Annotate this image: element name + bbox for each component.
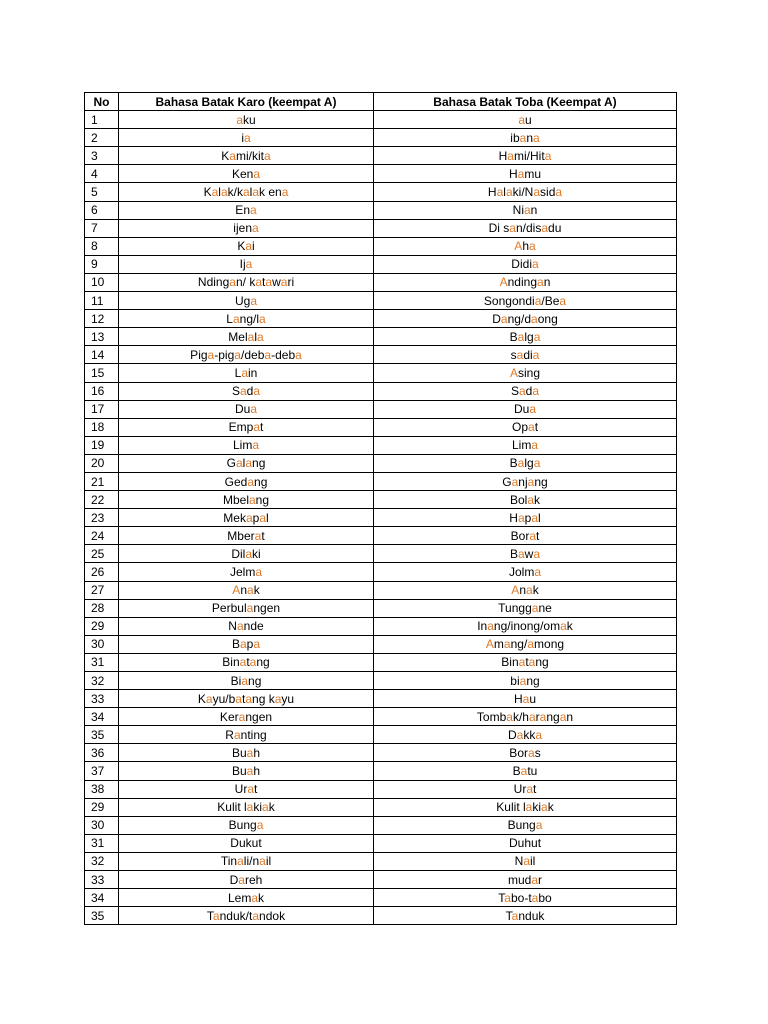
table-row [85, 454, 677, 472]
toba-word: Bolak [374, 491, 677, 509]
table-row [85, 273, 677, 291]
toba-word: Batu [374, 762, 677, 780]
karo-word: Melala [119, 328, 374, 346]
toba-word: Tabo-tabo [374, 889, 677, 907]
table-row [85, 834, 677, 852]
row-number: 31 [85, 834, 119, 852]
toba-word: au [374, 111, 677, 129]
row-number: 35 [85, 907, 119, 925]
row-number: 36 [85, 744, 119, 762]
toba-word: Dua [374, 400, 677, 418]
karo-word: ia [119, 129, 374, 147]
row-number: 22 [85, 491, 119, 509]
table-row [85, 690, 677, 708]
row-number: 26 [85, 563, 119, 581]
vocabulary-table [84, 92, 677, 925]
row-number: 6 [85, 201, 119, 219]
header-toba: Bahasa Batak Toba (Keempat A) [374, 93, 677, 111]
karo-word: Bunga [119, 816, 374, 834]
toba-word: Hamu [374, 165, 677, 183]
toba-word: Andingan [374, 273, 677, 291]
table-row [85, 798, 677, 816]
row-number: 34 [85, 708, 119, 726]
toba-word: Sada [374, 382, 677, 400]
table-row [85, 762, 677, 780]
table-row [85, 183, 677, 201]
table-row [85, 436, 677, 454]
toba-word: Tunggane [374, 599, 677, 617]
table-row [85, 581, 677, 599]
table-row [85, 672, 677, 690]
karo-word: Dua [119, 400, 374, 418]
karo-word: Dukut [119, 834, 374, 852]
table-row [85, 111, 677, 129]
table-row [85, 328, 677, 346]
karo-word: Galang [119, 454, 374, 472]
row-number: 28 [85, 599, 119, 617]
header-karo: Bahasa Batak Karo (keempat A) [119, 93, 374, 111]
header-no: No [85, 93, 119, 111]
table-row [85, 165, 677, 183]
row-number: 21 [85, 472, 119, 490]
toba-word: Di san/disadu [374, 219, 677, 237]
karo-word: Biang [119, 672, 374, 690]
toba-word: Nail [374, 852, 677, 870]
row-number: 4 [85, 165, 119, 183]
karo-word: Kalak/kalak ena [119, 183, 374, 201]
row-number: 38 [85, 780, 119, 798]
row-number: 29 [85, 617, 119, 635]
toba-word: Balga [374, 328, 677, 346]
row-number: 32 [85, 672, 119, 690]
karo-word: Kena [119, 165, 374, 183]
table-row [85, 400, 677, 418]
table-row [85, 201, 677, 219]
karo-word: ijena [119, 219, 374, 237]
table-row [85, 907, 677, 925]
row-number: 13 [85, 328, 119, 346]
toba-word: Kulit lakiak [374, 798, 677, 816]
table-body [85, 111, 677, 925]
toba-word: Bunga [374, 816, 677, 834]
row-number: 5 [85, 183, 119, 201]
karo-word: Ranting [119, 726, 374, 744]
row-number: 1 [85, 111, 119, 129]
karo-word: Binatang [119, 653, 374, 671]
row-number: 10 [85, 273, 119, 291]
row-number: 15 [85, 364, 119, 382]
karo-word: Kai [119, 237, 374, 255]
toba-word: sadia [374, 346, 677, 364]
toba-word: Aha [374, 237, 677, 255]
table-row [85, 889, 677, 907]
karo-word: aku [119, 111, 374, 129]
karo-word: Dareh [119, 871, 374, 889]
toba-word: Tanduk [374, 907, 677, 925]
table-row [85, 147, 677, 165]
toba-word: biang [374, 672, 677, 690]
row-number: 33 [85, 871, 119, 889]
row-number: 29 [85, 798, 119, 816]
row-number: 33 [85, 690, 119, 708]
table-row [85, 617, 677, 635]
karo-word: Anak [119, 581, 374, 599]
karo-word: Buah [119, 762, 374, 780]
toba-word: Boras [374, 744, 677, 762]
toba-word: Opat [374, 418, 677, 436]
row-number: 3 [85, 147, 119, 165]
table-row [85, 491, 677, 509]
karo-word: Sada [119, 382, 374, 400]
row-number: 8 [85, 237, 119, 255]
table-row [85, 527, 677, 545]
row-number: 11 [85, 292, 119, 310]
table-row [85, 346, 677, 364]
toba-word: Bawa [374, 545, 677, 563]
row-number: 12 [85, 310, 119, 328]
row-number: 16 [85, 382, 119, 400]
table-row [85, 816, 677, 834]
table-row [85, 310, 677, 328]
karo-word: Mekapal [119, 509, 374, 527]
toba-word: Hapal [374, 509, 677, 527]
row-number: 19 [85, 436, 119, 454]
row-number: 7 [85, 219, 119, 237]
row-number: 25 [85, 545, 119, 563]
table-row [85, 472, 677, 490]
row-number: 2 [85, 129, 119, 147]
table-row [85, 744, 677, 762]
row-number: 30 [85, 816, 119, 834]
toba-word: Halaki/Nasida [374, 183, 677, 201]
table-row [85, 255, 677, 273]
toba-word: Balga [374, 454, 677, 472]
table-row [85, 726, 677, 744]
row-number: 37 [85, 762, 119, 780]
toba-word: ibana [374, 129, 677, 147]
toba-word: Inang/inong/omak [374, 617, 677, 635]
toba-word: Lima [374, 436, 677, 454]
table-row [85, 364, 677, 382]
row-number: 32 [85, 852, 119, 870]
karo-word: Empat [119, 418, 374, 436]
toba-word: Borat [374, 527, 677, 545]
row-number: 31 [85, 653, 119, 671]
karo-word: Lang/la [119, 310, 374, 328]
table-header-row [85, 93, 677, 111]
toba-word: Dakka [374, 726, 677, 744]
table-row [85, 382, 677, 400]
karo-word: Lain [119, 364, 374, 382]
table-row [85, 418, 677, 436]
karo-word: Piga-piga/deba-deba [119, 346, 374, 364]
toba-word: Binatang [374, 653, 677, 671]
toba-word: Didia [374, 255, 677, 273]
karo-word: Perbulangen [119, 599, 374, 617]
toba-word: Anak [374, 581, 677, 599]
table-row [85, 509, 677, 527]
table-row [85, 292, 677, 310]
karo-word: Kulit lakiak [119, 798, 374, 816]
table-row [85, 545, 677, 563]
toba-word: Hami/Hita [374, 147, 677, 165]
row-number: 14 [85, 346, 119, 364]
toba-word: Tombak/harangan [374, 708, 677, 726]
karo-word: Urat [119, 780, 374, 798]
toba-word: Jolma [374, 563, 677, 581]
row-number: 18 [85, 418, 119, 436]
toba-word: Songondia/Bea [374, 292, 677, 310]
karo-word: Dilaki [119, 545, 374, 563]
karo-word: Tanduk/tandok [119, 907, 374, 925]
karo-word: Nande [119, 617, 374, 635]
karo-word: Ndingan/ katawari [119, 273, 374, 291]
row-number: 24 [85, 527, 119, 545]
table-row [85, 219, 677, 237]
row-number: 30 [85, 635, 119, 653]
row-number: 35 [85, 726, 119, 744]
toba-word: Dang/daong [374, 310, 677, 328]
karo-word: Ija [119, 255, 374, 273]
row-number: 17 [85, 400, 119, 418]
row-number: 34 [85, 889, 119, 907]
karo-word: Ena [119, 201, 374, 219]
table-row [85, 237, 677, 255]
karo-word: Lemak [119, 889, 374, 907]
toba-word: Asing [374, 364, 677, 382]
karo-word: Uga [119, 292, 374, 310]
row-number: 9 [85, 255, 119, 273]
table-row [85, 635, 677, 653]
row-number: 23 [85, 509, 119, 527]
table-row [85, 871, 677, 889]
karo-word: Gedang [119, 472, 374, 490]
karo-word: Kayu/batang kayu [119, 690, 374, 708]
toba-word: mudar [374, 871, 677, 889]
row-number: 20 [85, 454, 119, 472]
toba-word: Amang/among [374, 635, 677, 653]
table-row [85, 708, 677, 726]
karo-word: Bapa [119, 635, 374, 653]
toba-word: Duhut [374, 834, 677, 852]
toba-word: Hau [374, 690, 677, 708]
karo-word: Kerangen [119, 708, 374, 726]
table-row [85, 129, 677, 147]
toba-word: Ganjang [374, 472, 677, 490]
karo-word: Tinali/nail [119, 852, 374, 870]
table-row [85, 852, 677, 870]
table-row [85, 780, 677, 798]
row-number: 27 [85, 581, 119, 599]
karo-word: Lima [119, 436, 374, 454]
karo-word: Kami/kita [119, 147, 374, 165]
karo-word: Mbelang [119, 491, 374, 509]
toba-word: Urat [374, 780, 677, 798]
karo-word: Jelma [119, 563, 374, 581]
karo-word: Mberat [119, 527, 374, 545]
table-row [85, 653, 677, 671]
toba-word: Nian [374, 201, 677, 219]
table-row [85, 599, 677, 617]
table-row [85, 563, 677, 581]
karo-word: Buah [119, 744, 374, 762]
